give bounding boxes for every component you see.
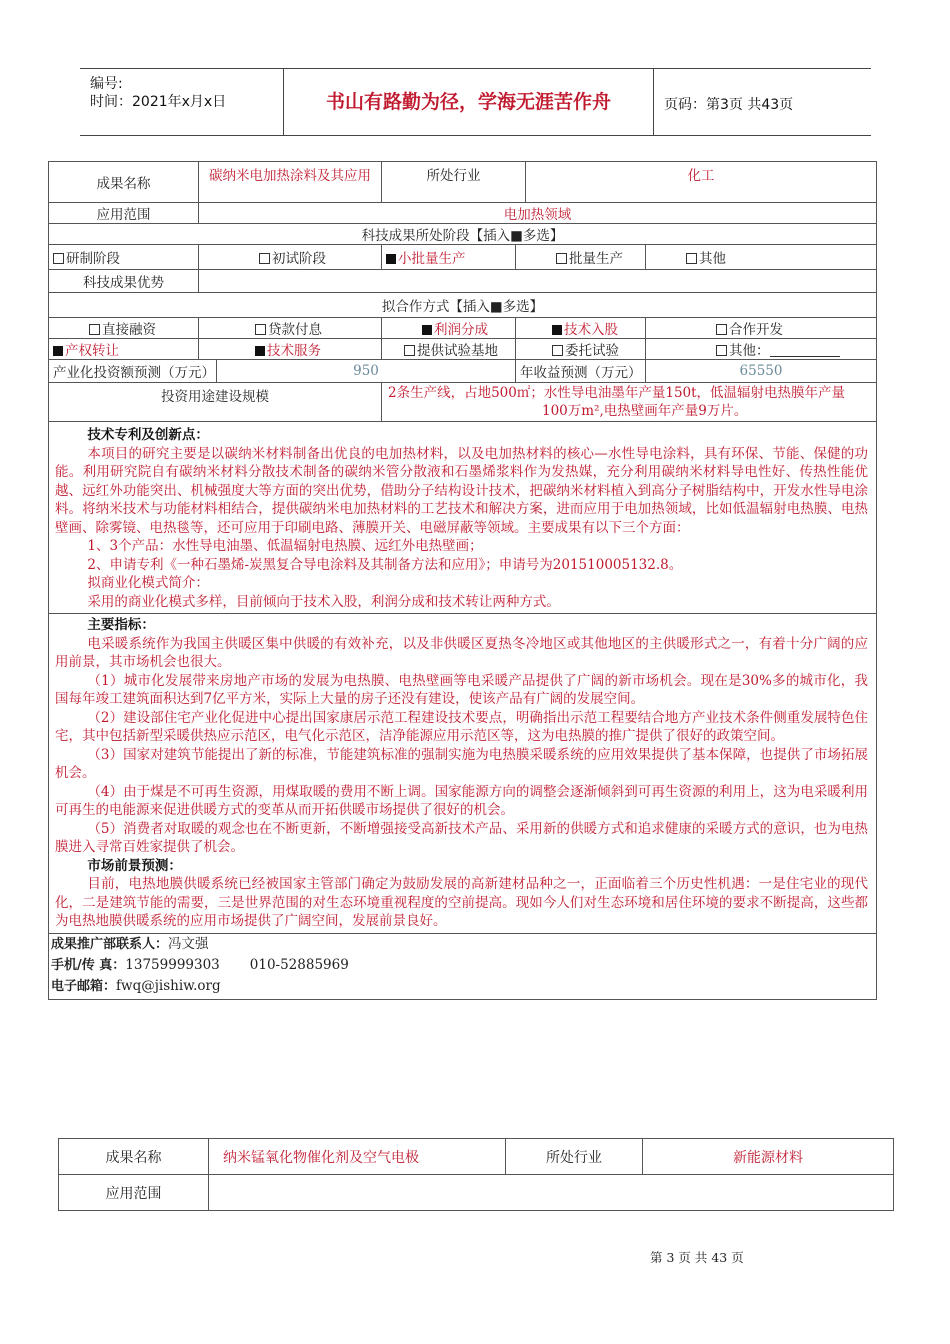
market-title: 市场前景预测： — [87, 857, 182, 874]
indicator-row — [49, 614, 877, 934]
indicator-para: （3）国家对建筑节能提出了新的标准，节能建筑标准的强制实施为电热膜采暖系统的应用效果提供了基本保障，也提供了市场拓展机会。 — [55, 746, 868, 781]
checkbox-empty-icon — [255, 324, 266, 335]
coop-option-tech-equity[interactable]: 技术入股 — [516, 318, 646, 339]
investment-row — [49, 360, 877, 383]
checkbox-filled-icon — [552, 325, 562, 335]
indicator-para: （2）建设部住宅产业化促进中心提出国家康居示范工程建设技术要点，明确指出示范工程要结合地方产业技术条件侧重发展特色住宅，其中包括新型采暖供热应示范区，电气化示范区，洁净能源应用示范区等，这为电热膜的推广提供了很好的政策空间。 — [55, 709, 868, 744]
coop-option-entrusted-test[interactable]: 委托试验 — [516, 339, 646, 360]
name-row — [49, 162, 877, 203]
patent-para: 本项目的研究主要是以碳纳米材料制备出优良的电加热材料，以及电加热材料的核心—水性导电涂料，具有环保、节能、保健的功能。利用研究院自有碳纳米材料分散技术制备的碳纳米管分散液和石墨烯浆料作为发热媒，充分利用碳纳米材料导电性好、传热性能优越、远红外功能突出、机械强度大等方面的突出优势，借助分子结构设计技术，把碳纳米材料植入到高分子树脂结构中，开发水性导电涂料。将纳米技术与功能材料相结合，提供碳纳米电加热材料的工艺技术和解决方案，进而应用于电加热领域，比如低温辐射电热膜、电热壁画、除雾镜、电热毯等，还可应用于印刷电路、薄膜开关、电磁屏蔽等领域。主要成果有以下三个方面： — [55, 445, 868, 536]
advantage-row — [49, 270, 877, 293]
patent-para: 采用的商业化模式多样，目前倾向于技术入股，利润分成和技术转让两种方式。 — [87, 593, 560, 610]
checkbox-empty-icon — [556, 253, 567, 264]
other-blank-line[interactable] — [770, 344, 840, 357]
page-label: 页码：第3页 共43页 — [664, 97, 794, 113]
scope-row — [49, 203, 877, 224]
investment-label: 产业化投资额预测（万元） — [49, 360, 217, 383]
number-label: 编号: — [90, 76, 123, 92]
project-form-2 — [58, 1138, 894, 1211]
p2-scope-label: 应用范围 — [59, 1175, 209, 1211]
coop-option-profit-share[interactable]: 利润分成 — [382, 318, 516, 339]
fax-value: 010-52885969 — [249, 956, 349, 973]
page-header — [80, 68, 871, 136]
patent-row — [49, 422, 877, 614]
checkbox-filled-icon — [255, 346, 265, 356]
usage-value — [382, 383, 877, 422]
contact-cell — [49, 933, 877, 999]
coop-row-2 — [49, 339, 877, 360]
usage-row — [49, 383, 877, 422]
contact-label: 成果推广部联系人： — [51, 936, 169, 952]
time-label: 时间：2021年x月x日 — [90, 94, 227, 110]
stage-option-research[interactable]: 研制阶段 — [49, 245, 199, 270]
coop-option-other[interactable]: 其他： — [646, 339, 877, 360]
stage-title: 科技成果所处阶段【插入■多选】 — [49, 224, 877, 245]
coop-option-direct-financing[interactable]: 直接融资 — [49, 318, 199, 339]
investment-value: 950 — [217, 360, 516, 383]
scope-label: 应用范围 — [49, 203, 199, 224]
phone-label: 手机/传 真： — [51, 957, 126, 973]
indicator-para: （1）城市化发展带来房地产市场的发展为电热膜、电热壁画等电采暖产品提供了广阔的新市场机会。现在是30%多的城市化，我国每年竣工建筑面积达到7亿平方米，实际上大量的房子还没有建设，使该产品有广阔的发展空间。 — [55, 672, 868, 707]
stage-option-batch[interactable]: 批量生产 — [516, 245, 646, 270]
coop-option-tech-service[interactable]: 技术服务 — [199, 339, 382, 360]
email-value[interactable]: fwq@jishiw.org — [116, 977, 221, 994]
coop-option-loan[interactable]: 贷款付息 — [199, 318, 382, 339]
usage-label: 投资用途建设规模 — [49, 383, 382, 422]
indicator-para: 电采暖系统作为我国主供暖区集中供暖的有效补充，以及非供暖区夏热冬冷地区或其他地区的主供暖形式之一，有着十分广阔的应用前景，其市场机会也很大。 — [55, 635, 868, 670]
contact-name: 冯文强 — [168, 935, 209, 952]
checkbox-empty-icon — [716, 324, 727, 335]
header-motto-cell — [284, 69, 654, 135]
stage-option-pilot[interactable]: 初试阶段 — [199, 245, 382, 270]
checkbox-empty-icon — [404, 345, 415, 356]
coop-option-co-develop[interactable]: 合作开发 — [646, 318, 877, 339]
project-form — [48, 161, 877, 1000]
indicator-para: （5）消费者对取暖的观念也在不断更新，不断增强接受高新技术产品、采用新的供暖方式和追求健康的采暖方式的意识，也为电热膜进入寻常百姓家提供了机会。 — [55, 820, 868, 855]
p2-industry-value: 新能源材料 — [643, 1139, 894, 1175]
coop-row-1 — [49, 318, 877, 339]
stage-title-row — [49, 224, 877, 245]
coop-option-test-base[interactable]: 提供试验基地 — [382, 339, 516, 360]
checkbox-empty-icon — [53, 253, 64, 264]
indicator-para: （4）由于煤是不可再生资源，用煤取暖的费用不断上调。国家能源方向的调整会逐渐倾斜到可再生资源的利用上，这为电采暖利用可再生的电能源来促进供暖方式的变革从而开拓供暖市场提供了很好的机会。 — [55, 783, 868, 818]
patent-para: 2、申请专利《一种石墨烯-炭黑复合导电涂料及其制备方法和应用》；申请号为201510005132.8。 — [87, 556, 683, 573]
p2-name-value: 纳米锰氧化物催化剂及空气电极 — [209, 1139, 506, 1175]
market-para: 目前，电热地膜供暖系统已经被国家主管部门确定为鼓励发展的高新建材品种之一，正面临着三个历史性机遇：一是住宅业的现代化，二是建筑节能的需要，三是世界范围的对生态环境重视程度的空前提高。现如今人们对生态环境和居住环境的要求不断提高，这些都为电热地膜供暖系统的应用市场提供了广阔空间，发展前景良好。 — [55, 876, 868, 929]
name-label: 成果名称 — [49, 162, 199, 203]
patent-title: 技术专利及创新点： — [87, 427, 209, 443]
checkbox-empty-icon — [716, 345, 727, 356]
checkbox-empty-icon — [686, 253, 697, 264]
p2-industry-label: 所处行业 — [506, 1139, 643, 1175]
revenue-label: 年收益预测（万元） — [516, 360, 646, 383]
scope-value: 电加热领域 — [199, 203, 877, 224]
industry-value: 化工 — [526, 162, 877, 203]
p2-name-label: 成果名称 — [59, 1139, 209, 1175]
checkbox-empty-icon — [89, 324, 100, 335]
email-line — [51, 976, 874, 997]
p2-scope-row — [59, 1175, 894, 1211]
coop-option-property-transfer[interactable]: 产权转让 — [49, 339, 199, 360]
industry-label: 所处行业 — [382, 162, 526, 203]
motto: 书山有路勤为径，学海无涯苦作舟 — [325, 91, 611, 113]
stage-option-small-batch[interactable]: 小批量生产 — [382, 245, 516, 270]
patent-para: 1、3个产品：水性导电油墨、低温辐射电热膜、远红外电热壁画； — [87, 538, 483, 554]
checkbox-filled-icon — [422, 325, 432, 335]
indicator-title: 主要指标： — [87, 617, 155, 633]
contact-row — [49, 933, 877, 999]
p2-name-row — [59, 1139, 894, 1175]
revenue-value: 65550 — [646, 360, 877, 383]
phone-value: 13759999303 — [125, 956, 220, 973]
checkbox-filled-icon — [53, 346, 63, 356]
indicator-cell — [49, 614, 877, 934]
email-label: 电子邮箱： — [51, 978, 117, 994]
advantage-value — [199, 270, 877, 293]
checkbox-empty-icon — [259, 253, 270, 264]
contact-person-line — [51, 934, 874, 955]
checkbox-empty-icon — [552, 345, 563, 356]
stage-row — [49, 245, 877, 270]
coop-title: 拟合作方式【插入■多选】 — [49, 293, 877, 318]
coop-title-row — [49, 293, 877, 318]
page-footer: 第 3 页 共 43 页 — [650, 1250, 744, 1265]
name-value: 碳纳米电加热涂料及其应用 — [199, 162, 382, 203]
patent-cell — [49, 422, 877, 614]
usage-line-2: 100万m²,电热壁画年产量9万片。 — [542, 403, 748, 419]
stage-option-other[interactable]: 其他 — [646, 245, 877, 270]
header-meta — [80, 69, 284, 135]
header-page-cell — [654, 69, 871, 135]
phone-line — [51, 955, 874, 976]
checkbox-filled-icon — [386, 254, 396, 264]
usage-line-1: 2条生产线，占地500㎡；水性导电油墨年产量150t，低温辐射电热膜年产量 — [388, 385, 846, 401]
advantage-label: 科技成果优势 — [49, 270, 199, 293]
p2-scope-value — [209, 1175, 894, 1211]
patent-para: 拟商业化模式简介： — [87, 575, 209, 591]
